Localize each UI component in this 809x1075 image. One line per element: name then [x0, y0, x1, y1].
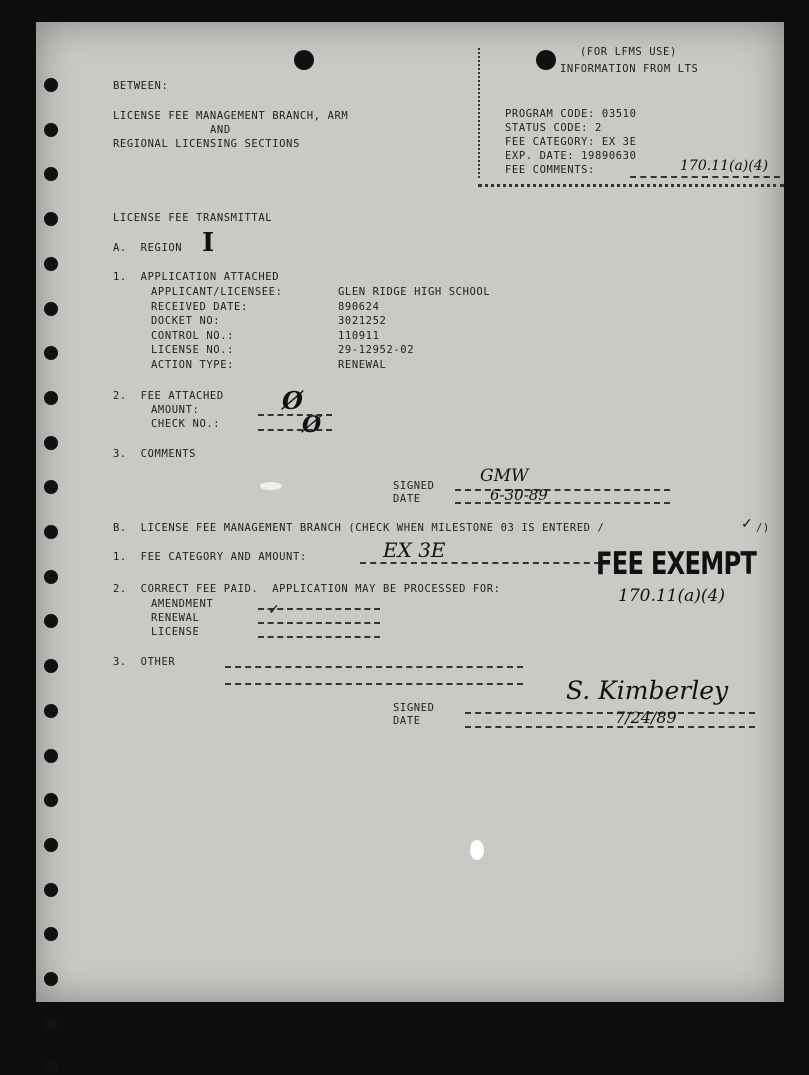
status-code: STATUS CODE: 2 — [505, 122, 602, 134]
feed-hole — [44, 838, 58, 852]
date-line-a — [455, 502, 670, 504]
field-value: 110911 — [338, 329, 380, 342]
punch-hole — [294, 50, 314, 70]
program-code: PROGRAM CODE: 03510 — [505, 108, 637, 120]
lfms-box-border-bottom — [478, 184, 784, 187]
fee-exempt-stamp: FEE EXEMPT — [596, 546, 757, 582]
feed-hole — [44, 436, 58, 450]
header-line-1: LICENSE FEE MANAGEMENT BRANCH, ARM — [113, 110, 349, 122]
field-value: 29-12952-02 — [338, 344, 415, 356]
feed-hole — [44, 391, 58, 405]
lfms-title: (FOR LFMS USE) — [580, 46, 677, 58]
renewal-mark: ✓ — [268, 602, 280, 618]
feed-hole — [44, 749, 58, 763]
amount-value: Ø — [282, 386, 303, 415]
header-line-3: REGIONAL LICENSING SECTIONS — [113, 138, 300, 150]
fee-attached-label: 2. FEE ATTACHED — [113, 390, 224, 402]
date-label-b: DATE — [393, 715, 421, 727]
comments-label: 3. COMMENTS — [113, 448, 197, 460]
paper-speck — [260, 482, 282, 490]
license-label: LICENSE — [151, 626, 200, 638]
field-value: 890624 — [338, 300, 380, 313]
field-label: DOCKET NO: — [151, 315, 221, 327]
feed-hole — [44, 257, 58, 271]
signed-line-b — [465, 712, 755, 714]
amendment-label: AMENDMENT — [151, 598, 214, 610]
document-page — [36, 22, 784, 1002]
field-label: LICENSE NO.: — [151, 344, 235, 356]
feed-hole — [44, 972, 58, 986]
field-label: RECEIVED DATE: — [151, 300, 248, 313]
date-label-a: DATE — [393, 493, 421, 505]
header-line-2: AND — [210, 124, 231, 136]
section-b-title: B. LICENSE FEE MANAGEMENT BRANCH (CHECK WHEN MILESTONE 03 IS ENTERED / — [113, 522, 605, 534]
signed-label-a: SIGNED — [393, 480, 435, 492]
feed-hole — [44, 570, 58, 584]
region-value: I — [202, 228, 215, 258]
feed-hole — [44, 659, 58, 673]
license-line — [258, 636, 380, 638]
signed-line-a — [455, 489, 670, 491]
transmittal-title: LICENSE FEE TRANSMITTAL — [113, 212, 273, 224]
signed-label-b: SIGNED — [393, 702, 435, 714]
milestone-checkmark: ✓ — [741, 516, 753, 532]
between-label: BETWEEN: — [113, 80, 169, 92]
renewal-label: RENEWAL — [151, 612, 200, 624]
check-no-value: Ø — [302, 412, 322, 438]
application-attached-label: 1. APPLICATION ATTACHED — [113, 271, 280, 283]
date-value-b: 7/24/89 — [615, 708, 677, 727]
other-line-1 — [225, 666, 523, 668]
region-label: A. REGION — [113, 242, 183, 254]
feed-hole — [44, 212, 58, 226]
field-label: APPLICANT/LICENSEE: — [151, 286, 283, 298]
field-value: GLEN RIDGE HIGH SCHOOL — [338, 286, 491, 298]
amount-label: AMOUNT: — [151, 404, 200, 416]
renewal-line — [258, 622, 380, 624]
check-no-label: CHECK NO.: — [151, 418, 221, 430]
feed-hole — [44, 78, 58, 92]
fee-category-amount-line — [360, 562, 600, 564]
fee-comments-label: FEE COMMENTS: — [505, 164, 595, 176]
date-value-a: 6-30-89 — [490, 486, 548, 504]
signed-value-a: GMW — [480, 466, 529, 486]
paper-speck — [470, 840, 484, 860]
feed-hole — [44, 302, 58, 316]
field-value: RENEWAL — [338, 358, 387, 371]
signed-value-b: S. Kimberley — [566, 676, 729, 705]
feed-hole — [44, 525, 58, 539]
punch-hole — [536, 50, 556, 70]
feed-hole — [44, 883, 58, 897]
feed-hole — [44, 123, 58, 137]
field-value: 3021252 — [338, 315, 387, 327]
fee-category-amount-label: 1. FEE CATEGORY AND AMOUNT: — [113, 551, 307, 563]
section-b-title-end: /) — [756, 522, 770, 534]
fee-comments-line — [630, 176, 780, 178]
fee-exempt-note: 170.11(a)(4) — [618, 586, 725, 606]
other-line-2 — [225, 683, 523, 685]
correct-fee-paid-label: 2. CORRECT FEE PAID. APPLICATION MAY BE PROCESSED FOR: — [113, 583, 501, 595]
exp-date: EXP. DATE: 19890630 — [505, 150, 637, 162]
feed-hole — [44, 704, 58, 718]
fee-comments-value: 170.11(a)(4) — [680, 158, 769, 174]
lfms-subtitle: INFORMATION FROM LTS — [560, 63, 699, 75]
feed-hole — [44, 1061, 58, 1075]
fee-category-amount-value: EX 3E — [383, 538, 446, 562]
fee-category-lts: FEE CATEGORY: EX 3E — [505, 136, 637, 148]
other-label: 3. OTHER — [113, 656, 176, 668]
field-label: CONTROL NO.: — [151, 329, 235, 342]
lfms-box-border-left — [478, 48, 488, 178]
field-label: ACTION TYPE: — [151, 358, 235, 371]
date-line-b — [465, 726, 755, 728]
